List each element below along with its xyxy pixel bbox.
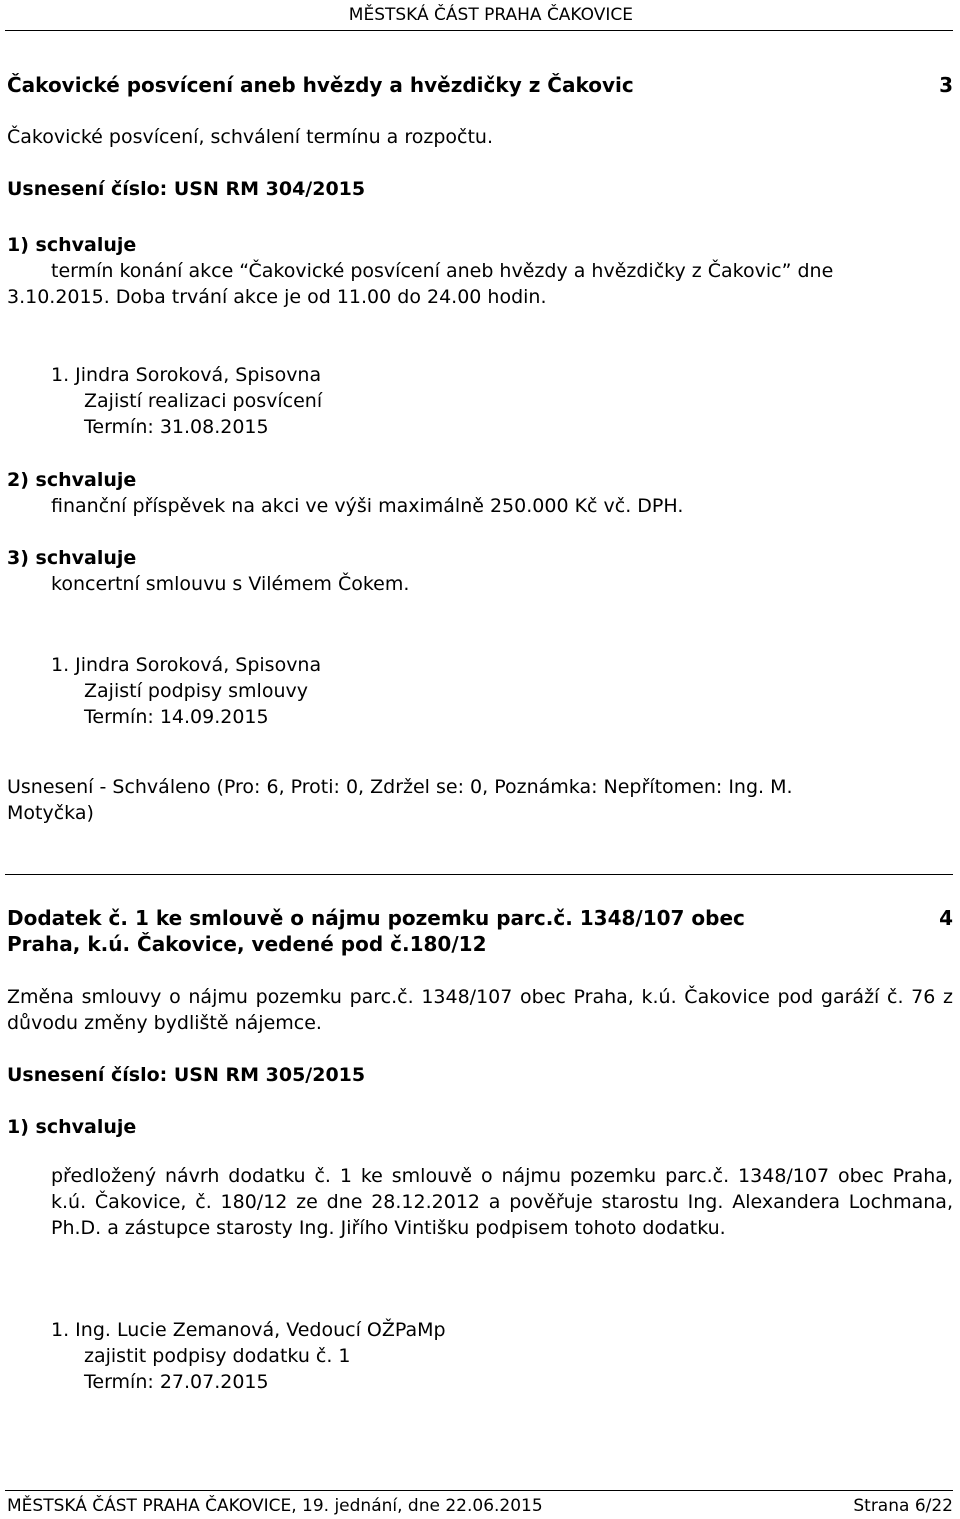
item-3-task-1-description: Zajistí realizaci posvícení (84, 390, 323, 412)
item-3-subtitle: Čakovické posvícení, schválení termínu a rozpočtu. (7, 126, 493, 148)
item-3-task-2-description: Zajistí podpisy smlouvy (84, 680, 308, 702)
item-4-resolution-number: Usnesení číslo: USN RM 305/2015 (7, 1064, 366, 1086)
item-3-vote-result: Usnesení - Schváleno (Pro: 6, Proti: 0, Zdržel se: 0, Poznámka: Nepřítomen: Ing. M. (7, 776, 793, 798)
page-header-title: MĚSTSKÁ ČÁST PRAHA ČAKOVICE (348, 5, 633, 25)
item-3-point-2-label: 2) schvaluje (7, 469, 137, 491)
item-4-point-1-text: předložený návrh dodatku č. 1 ke smlouvě o nájmu pozemku parc.č. 1348/107 obec Praha, k.ú. Čakovice, č. 180/12 ze dne 28.12.2012 a pověřuje starostu Ing. Alexandera Lochmana, Ph.D. a zástupce starosty Ing. Jiřího Vintišku podpisem tohoto dodatku. (51, 1165, 953, 1239)
item-4-task-responsible: 1. Ing. Lucie Zemanová, Vedoucí OŽPaMp (51, 1319, 446, 1341)
item-3-vote-result-cont: Motyčka) (7, 802, 94, 824)
item-4-point-1-label: 1) schvaluje (7, 1116, 137, 1138)
item-3-title: Čakovické posvícení aneb hvězdy a hvězdičky z Čakovic (7, 73, 634, 97)
item-4-title: Dodatek č. 1 ke smlouvě o nájmu pozemku parc.č. 1348/107 obec (7, 906, 745, 930)
item-3-task-2-deadline: Termín: 14.09.2015 (84, 706, 269, 728)
item-3-task-2-responsible: 1. Jindra Soroková, Spisovna (51, 654, 322, 676)
footer-page-number: Strana 6/22 (853, 1496, 953, 1516)
footer-divider (5, 1490, 953, 1491)
item-3-task-1-responsible: 1. Jindra Soroková, Spisovna (51, 364, 322, 386)
item-3-task-1-deadline: Termín: 31.08.2015 (84, 416, 269, 438)
item-3-point-1-label: 1) schvaluje (7, 234, 137, 256)
item-4-task-description: zajistit podpisy dodatku č. 1 (84, 1345, 351, 1367)
item-4-description: Změna smlouvy o nájmu pozemku parc.č. 1348/107 obec Praha, k.ú. Čakovice pod garáží č. 76 z důvodu změny bydliště nájemce. (7, 986, 953, 1034)
item-3-point-3-label: 3) schvaluje (7, 547, 137, 569)
item-3-point-1-text: termín konání akce “Čakovické posvícení aneb hvězdy a hvězdičky z Čakovic” dne (51, 260, 834, 282)
item-3-number: 3 (939, 73, 953, 97)
item-3-point-1-text-cont: 3.10.2015. Doba trvání akce je od 11.00 do 24.00 hodin. (7, 286, 547, 308)
item-3-point-2-text: finanční příspěvek na akci ve výši maximálně 250.000 Kč vč. DPH. (51, 495, 684, 517)
item-4-task-deadline: Termín: 27.07.2015 (84, 1371, 269, 1393)
item-3-point-3-text: koncertní smlouvu s Vilémem Čokem. (51, 573, 410, 595)
item-4-title-cont: Praha, k.ú. Čakovice, vedené pod č.180/12 (7, 932, 487, 956)
header-divider (5, 30, 953, 31)
footer-meeting-info: MĚSTSKÁ ČÁST PRAHA ČAKOVICE, 19. jednání, dne 22.06.2015 (7, 1496, 543, 1516)
item-4-number: 4 (939, 906, 953, 930)
section-divider (5, 874, 953, 875)
item-3-resolution-number: Usnesení číslo: USN RM 304/2015 (7, 178, 366, 200)
